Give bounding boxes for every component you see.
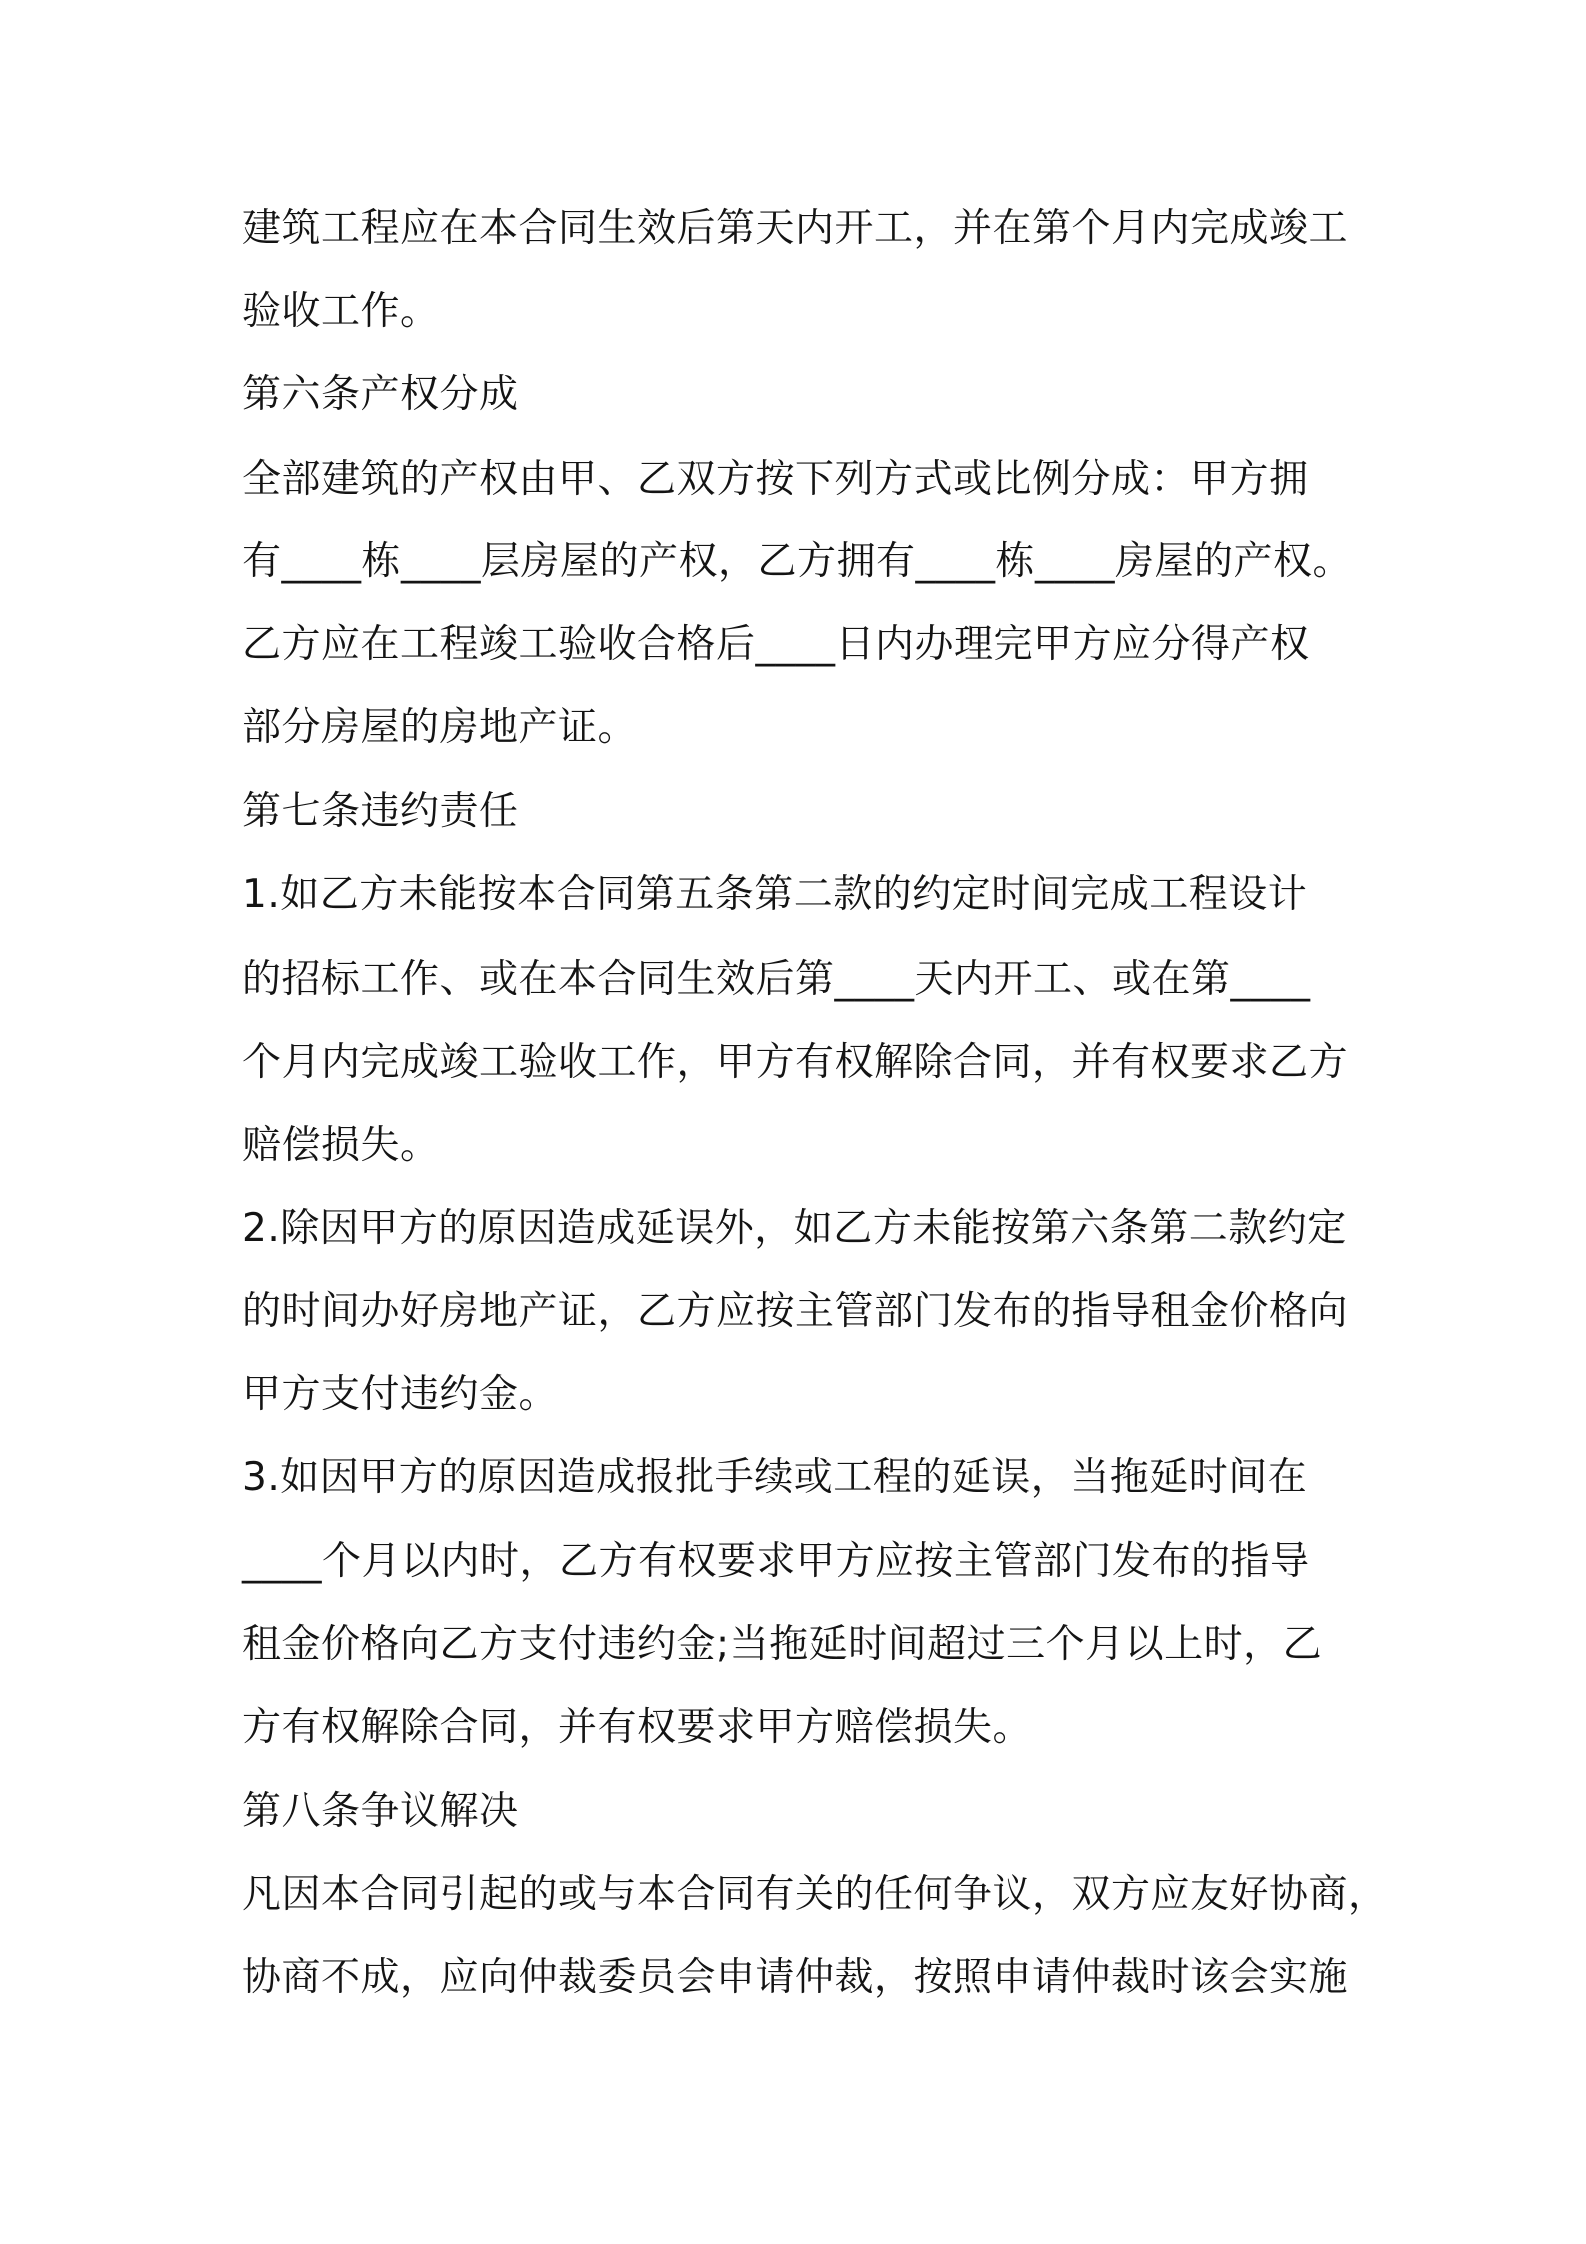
section-heading: 第八条争议解决 (242, 1789, 519, 1834)
text-line: 全部建筑的产权由甲、乙双方按下列方式或比例分成：甲方拥 (242, 457, 1309, 502)
text-line: 1.如乙方未能按本合同第五条第二款的约定时间完成工程设计 (242, 872, 1308, 917)
text-line: 乙方应在工程竣工验收合格后____日内办理完甲方应分得产权 (242, 622, 1310, 667)
text-line: 个月内完成竣工验收工作，甲方有权解除合同，并有权要求乙方 (242, 1040, 1349, 1085)
text-line: ____个月以内时，乙方有权要求甲方应按主管部门发布的指导 (242, 1539, 1310, 1584)
text-line: 3.如因甲方的原因造成报批手续或工程的延误，当拖延时间在 (242, 1455, 1308, 1500)
text-line: 租金价格向乙方支付违约金;当拖延时间超过三个月以上时，乙 (242, 1622, 1323, 1667)
section-heading: 第七条违约责任 (242, 789, 519, 834)
text-line: 赔偿损失。 (242, 1123, 440, 1168)
text-line: 甲方支付违约金。 (242, 1372, 559, 1417)
text-line: 建筑工程应在本合同生效后第天内开工，并在第个月内完成竣工 (242, 206, 1349, 251)
text-line: 2.除因甲方的原因造成延误外，如乙方未能按第六条第二款约定 (242, 1206, 1347, 1251)
text-line: 部分房屋的房地产证。 (242, 705, 638, 750)
text-line: 凡因本合同引起的或与本合同有关的任何争议，双方应友好协商， (242, 1872, 1388, 1917)
text-line: 方有权解除合同，并有权要求甲方赔偿损失。 (242, 1705, 1033, 1750)
text-line: 的招标工作、或在本合同生效后第____天内开工、或在第____ (242, 957, 1311, 1002)
section-heading: 第六条产权分成 (242, 372, 519, 417)
text-line: 验收工作。 (242, 289, 440, 334)
text-line: 的时间办好房地产证，乙方应按主管部门发布的指导租金价格向 (242, 1289, 1349, 1334)
text-line: 有____栋____层房屋的产权，乙方拥有____栋____房屋的产权。 (242, 539, 1353, 584)
text-line: 协商不成，应向仲裁委员会申请仲裁，按照申请仲裁时该会实施 (242, 1955, 1349, 2000)
